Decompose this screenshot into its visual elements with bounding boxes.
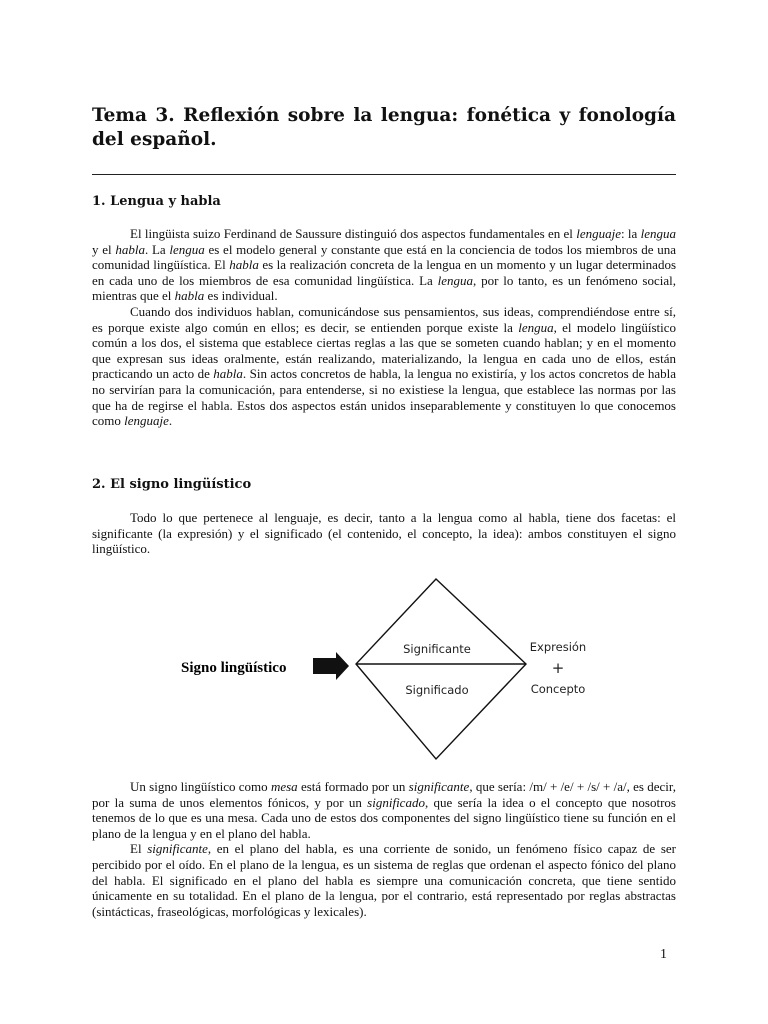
linguistic-sign-diagram (176, 576, 596, 762)
section-2-body (92, 779, 676, 919)
paragraph (92, 226, 676, 304)
diagram-bottom-label: Significado (405, 683, 469, 697)
text-run: Cuando dos individuos hablan, comunicándose sus pensamientos, sus ideas, comprendiéndose entre sí, es porque existe algo común en ellos; es decir, se entienden porque existe la (92, 303, 676, 335)
text-run: . La (144, 241, 170, 257)
text-run: y el (92, 241, 116, 257)
text-run: Todo lo que pertenece al lenguaje, es decir, tanto a la lengua como al habla, tiene dos facetas: el significante (la expresión) y el significado (el contenido, el concepto, la idea): ambos constituyen el signo lingüístico. (92, 510, 676, 557)
italic-term: lengua (640, 226, 677, 241)
text-run: es la realización concreta de la lengua en un momento y un lugar determinados en cada uno de los miembros de esa comunidad lingüística. La (92, 257, 677, 288)
text-run: es individual. (204, 288, 278, 304)
text-run: , que sería: /m/ + /e/ + /s/ + /a/, es decir, por la suma de unos elementos fónicos, y por un (92, 779, 676, 810)
diagram-plus: + (551, 659, 565, 677)
italic-term: significado (367, 794, 425, 810)
section-1-heading: 1. Lengua y habla (92, 194, 221, 209)
text-run: está formado por un (297, 779, 409, 794)
italic-term: mesa (270, 779, 298, 794)
paragraph (92, 304, 676, 429)
diamond-shape (356, 579, 526, 759)
section-2-intro (92, 510, 676, 557)
section-2-heading: 2. El signo lingüístico (92, 477, 252, 492)
text-run: es el modelo general y constante que está en la conciencia de todos los miembros de una comunidad lingüística. El (92, 241, 677, 273)
text-run: El (130, 841, 148, 857)
paragraph (92, 779, 676, 841)
paragraph (92, 510, 676, 557)
italic-term: habla (115, 241, 145, 257)
italic-term: lenguaje (124, 413, 169, 429)
italic-term: significante (147, 841, 208, 857)
paragraph (92, 841, 676, 919)
italic-term: lengua (437, 272, 474, 288)
page-title: Tema 3. Reflexión sobre la lengua: fonética y fonología del español. (92, 105, 676, 150)
text-run: , en el plano del habla, es una corriente de sonido, un fenómeno físico capaz de ser percibido por el oído. En el plano de la lengua, es un sistema de reglas que ordenan el aspecto fónico del plano del habla. El significado en el plano del habla es siempre una comunicación concreta, que tiene sentido únicamente en su totalidad. En el plano de la lengua, por el contrario, está representado por reglas abstractas (sintácticas, fraseológicas, morfológicas y lexicales). (92, 841, 677, 919)
diagram-right-top: Expresión (529, 640, 587, 654)
text-run: . (168, 413, 173, 429)
italic-term: lengua (169, 241, 205, 257)
italic-term: habla (213, 366, 243, 382)
section-1-body (92, 226, 676, 429)
text-run: El lingüista suizo Ferdinand de Saussure distinguió dos aspectos fundamentales en el (130, 226, 577, 241)
diagram-top-label: Significante (403, 642, 471, 656)
page-number: 1 (660, 947, 667, 962)
arrow-right-icon (313, 652, 349, 680)
italic-term: habla (229, 257, 259, 273)
text-run: : la (621, 226, 641, 241)
italic-term: habla (174, 288, 205, 304)
text-run: . Sin actos concretos de habla, la lengua no existiría, y los actos concretos de habla no servirían para la comunicación, para entenderse, si no existiese la lengua, que establece las normas por las que ha de regirse el habla. Estos dos aspectos están unidos inseparablemente y constituyen lo que conocemos como (92, 366, 676, 429)
text-run: , el modelo lingüístico común a los dos, el sistema que establece ciertas reglas a las que se someten cuando hablan; y en el momento que expresan sus ideas oralmente, están realizando, materializando, la lengua en cada uno de ellos, están practicando un acto de (92, 319, 677, 382)
diagram-left-label: Signo lingüístico (181, 660, 287, 676)
text-run: , que sería la idea o el concepto que nosotros tenemos de lo que es una mesa. Cada uno de estos dos componentes del signo lingüístico tiene su función en el plano de la lengua y en el plano del habla. (92, 794, 676, 841)
title-divider (92, 174, 676, 175)
italic-term: significante (408, 779, 470, 794)
text-run: , por lo tanto, es un fenómeno social, mientras que el (92, 272, 676, 304)
italic-term: lenguaje (576, 226, 621, 241)
text-run: Un signo lingüístico como (130, 779, 271, 794)
italic-term: lengua (518, 319, 554, 335)
diagram-right-bottom: Concepto (530, 682, 586, 696)
